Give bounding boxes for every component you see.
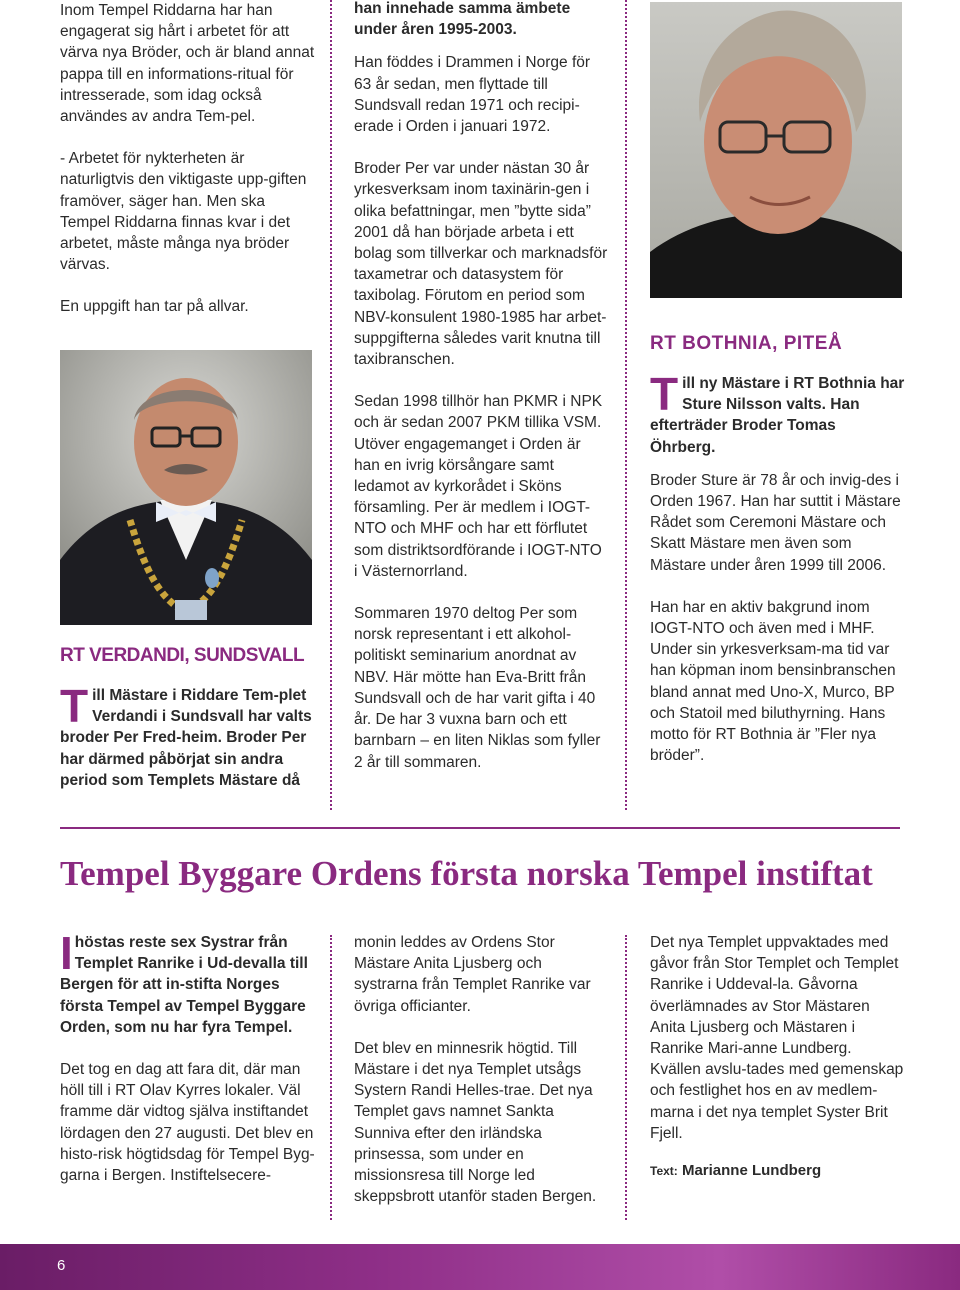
lower-column-left	[60, 927, 315, 1186]
paragraph: Broder Sture är 78 år och invig-des i Orden 1967. Han har suttit i Mästare Rådet som Ceremoni Mästare och Skatt Mästare men även som Mästare under åren 1999 till 2006.	[650, 471, 901, 574]
credit-label: Text:	[650, 1164, 678, 1179]
paragraph: Han föddes i Drammen i Norge för 63 år sedan, men flyttade till Sundsvall redan 1971 och recipi-erade i Orden i januari 1972.	[354, 54, 591, 136]
column-divider	[625, 935, 627, 1220]
paragraph: Det nya Templet uppvaktades med gåvor från Stor Templet och Templet Ranrike i Uddeval-la. Gåvorna överlämnades av Stor Mästaren Anita Ljusberg och Mästaren i Ranrike Mari-anne Lundberg. Kvällen avslu-tades med gemenskap och festlighet hos en av medlem-marna i det nya templet Syster Brit Fjell.	[650, 934, 904, 1142]
lead-paragraph: Till ny Mästare i RT Bothnia har Sture Nilsson valts. Han efterträder Broder Tomas Öhrberg.	[650, 368, 905, 456]
column-divider	[625, 0, 627, 810]
section-verdandi	[60, 645, 315, 791]
drop-cap: I	[60, 927, 73, 979]
paragraph: Sommaren 1970 deltog Per som norsk representant i ett alkohol-politiskt seminarium anordnat av NBV. Här mötte han Eva-Britt från Sundsvall och de har varit gifta i 40 år. De har 3 vuxna barn och ett barnbarn – en liten Niklas som fyller 2 år till sommaren.	[354, 605, 601, 771]
footer-bar	[0, 1244, 960, 1290]
lead-paragraph: Ihöstas reste sex Systrar från Templet Ranrike i Ud-devalla till Bergen för att in-stifta Norges första Tempel av Tempel Byggare Orden, som nu har fyra Tempel.	[60, 927, 308, 1036]
column-divider	[330, 0, 332, 810]
paragraph: Han har en aktiv bakgrund inom IOGT-NTO och även med i MHF. Under sin yrkesverksam-ma tid var han köpman inom bensinbranschen bland annat med Uno-X, Murco, BP och Statoil med biluthyrning. Hans motto för RT Bothnia är ”Fler nya bröder”.	[650, 598, 896, 765]
paragraph: Utöver engagemanget i Orden är han en ivrig körsångare samt ledamot av kyrkorådet i Sköns församling. Per är medlem i IOGT-NTO och MHF och har ett förflutet som distriktsordförande i IOGT-NTO i Västernorrland.	[354, 435, 602, 580]
column-middle	[354, 0, 609, 773]
author-credit	[650, 1160, 905, 1182]
photo-per-fredheim	[60, 350, 312, 625]
drop-cap: T	[650, 368, 679, 420]
paragraph: monin leddes av Ordens Stor Mästare Anita Ljusberg och systrarna från Templet Ranrike var övriga officianter.	[354, 934, 591, 1015]
paragraph: Det tog en dag att fara dit, där man höll till i RT Olav Kyrres lokaler. Väl framme där vidtog själva instiftandet lördagen den 27 augusti. Det blev en histo-risk högtidsdag för Tempel Byg-garna i Bergen. Instiftelsecere-	[60, 1061, 315, 1185]
section-rule	[60, 827, 900, 829]
lower-column-right	[650, 932, 905, 1182]
section-heading: RT VERDANDI, SUNDSVALL	[60, 645, 305, 666]
drop-cap: T	[60, 680, 89, 732]
paragraph: - Arbetet för nykterheten är naturligtvis den viktigaste upp-giften framöver, säger han. Men ska Tempel Riddarna finnas kvar i det arbetet, måste många nya bröder värvas.	[60, 150, 307, 274]
page-number: 6	[57, 1257, 66, 1274]
paragraph: Det blev en minnesrik högtid. Till Mästare i det nya Templet utsågs Systern Randi Helles-trae. Det nya Templet gavs namnet Sankta Sunniva efter den irländska prinsessa, som under en missionsresa till Norge led skeppsbrott utanför staden Bergen.	[354, 1039, 597, 1206]
section-bothnia	[650, 333, 905, 766]
paragraph: En uppgift han tar på allvar.	[60, 298, 249, 316]
credit-name: Marianne Lundberg	[681, 1162, 822, 1180]
lead-continuation: han innehade samma ämbete under åren 1995-2003.	[354, 0, 571, 39]
section-heading: RT BOTHNIA, PITEÅ	[650, 333, 843, 354]
column-divider	[330, 935, 332, 1220]
lower-column-middle	[354, 932, 609, 1207]
lead-paragraph: Till Mästare i Riddare Tem-plet Verdandi i Sundsvall har valts broder Per Fred-heim. Broder Per har därmed påbörjat sin andra period som Templets Mästare då	[60, 680, 312, 789]
paragraph: Inom Tempel Riddarna har han engagerat sig hårt i arbetet för att värva nya Bröder, och är bland annat pappa till en informations-ritual för intresserade, som idag också användes av andra Tem-pel.	[60, 2, 315, 126]
article-headline: Tempel Byggare Ordens första norska Tempel instiftat	[60, 854, 873, 893]
photo-sture-nilsson	[650, 2, 902, 298]
paragraph: Broder Per var under nästan 30 år yrkesverksam inom taxinärin-gen i olika befattningar, men ”bytte sida” 2001 då han började arbeta i ett bolag som tillverkar och marknadsför taxametrar och datasystem för taxibolag. Förutom en period som NBV-konsulent 1980-1985 har arbet-suppgifterna således varit knutna till taxibranschen.	[354, 160, 608, 369]
paragraph: Sedan 1998 tillhör han PKMR i NPK och är sedan 2007 PKM tillika VSM.	[354, 393, 603, 432]
column-left	[60, 0, 315, 318]
